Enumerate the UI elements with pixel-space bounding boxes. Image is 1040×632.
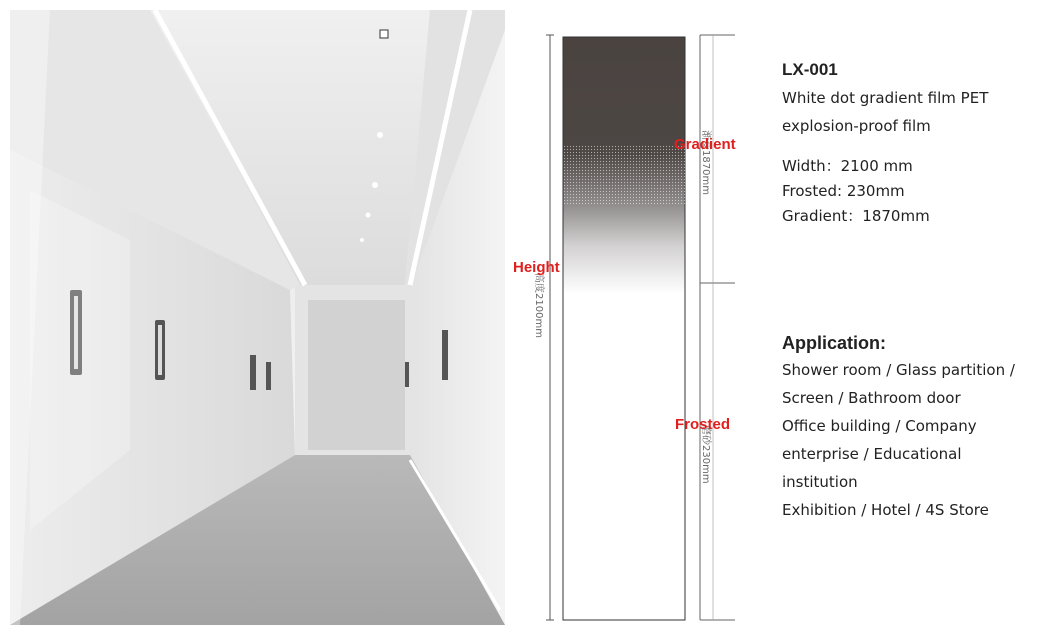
product-info (782, 60, 1032, 229)
application-line: Shower room / Glass partition / (782, 361, 1015, 379)
gradient-spec: Gradient：1870mm (782, 207, 930, 225)
spec-diagram (530, 25, 760, 625)
product-code: LX-001 (782, 60, 838, 79)
product-desc-line-2: explosion-proof film (782, 117, 931, 135)
application-line: Office building / Company (782, 417, 977, 435)
gradient-label: Gradient (674, 136, 736, 153)
application-heading: Application: (782, 333, 886, 353)
height-label: Height (513, 259, 560, 276)
product-desc-line-1: White dot gradient film PET (782, 89, 989, 107)
application-line: enterprise / Educational (782, 445, 962, 463)
frosted-spec: Frosted: 230mm (782, 182, 905, 200)
application-line: Screen / Bathroom door (782, 389, 961, 407)
application-section (782, 333, 1032, 524)
gradient-dimension-text: 渐变1870mm (700, 130, 711, 195)
height-dimension-text: 高度2100mm (533, 273, 544, 338)
corridor-photo (10, 10, 505, 625)
frosted-dimension-text: 磨砂230mm (700, 425, 711, 484)
corridor-illustration (10, 10, 505, 625)
application-line: Exhibition / Hotel / 4S Store (782, 501, 989, 519)
application-line: institution (782, 473, 858, 491)
film-spec-drawing (530, 25, 760, 625)
frosted-label: Frosted (675, 416, 731, 433)
width-spec: Width：2100 mm (782, 157, 913, 175)
